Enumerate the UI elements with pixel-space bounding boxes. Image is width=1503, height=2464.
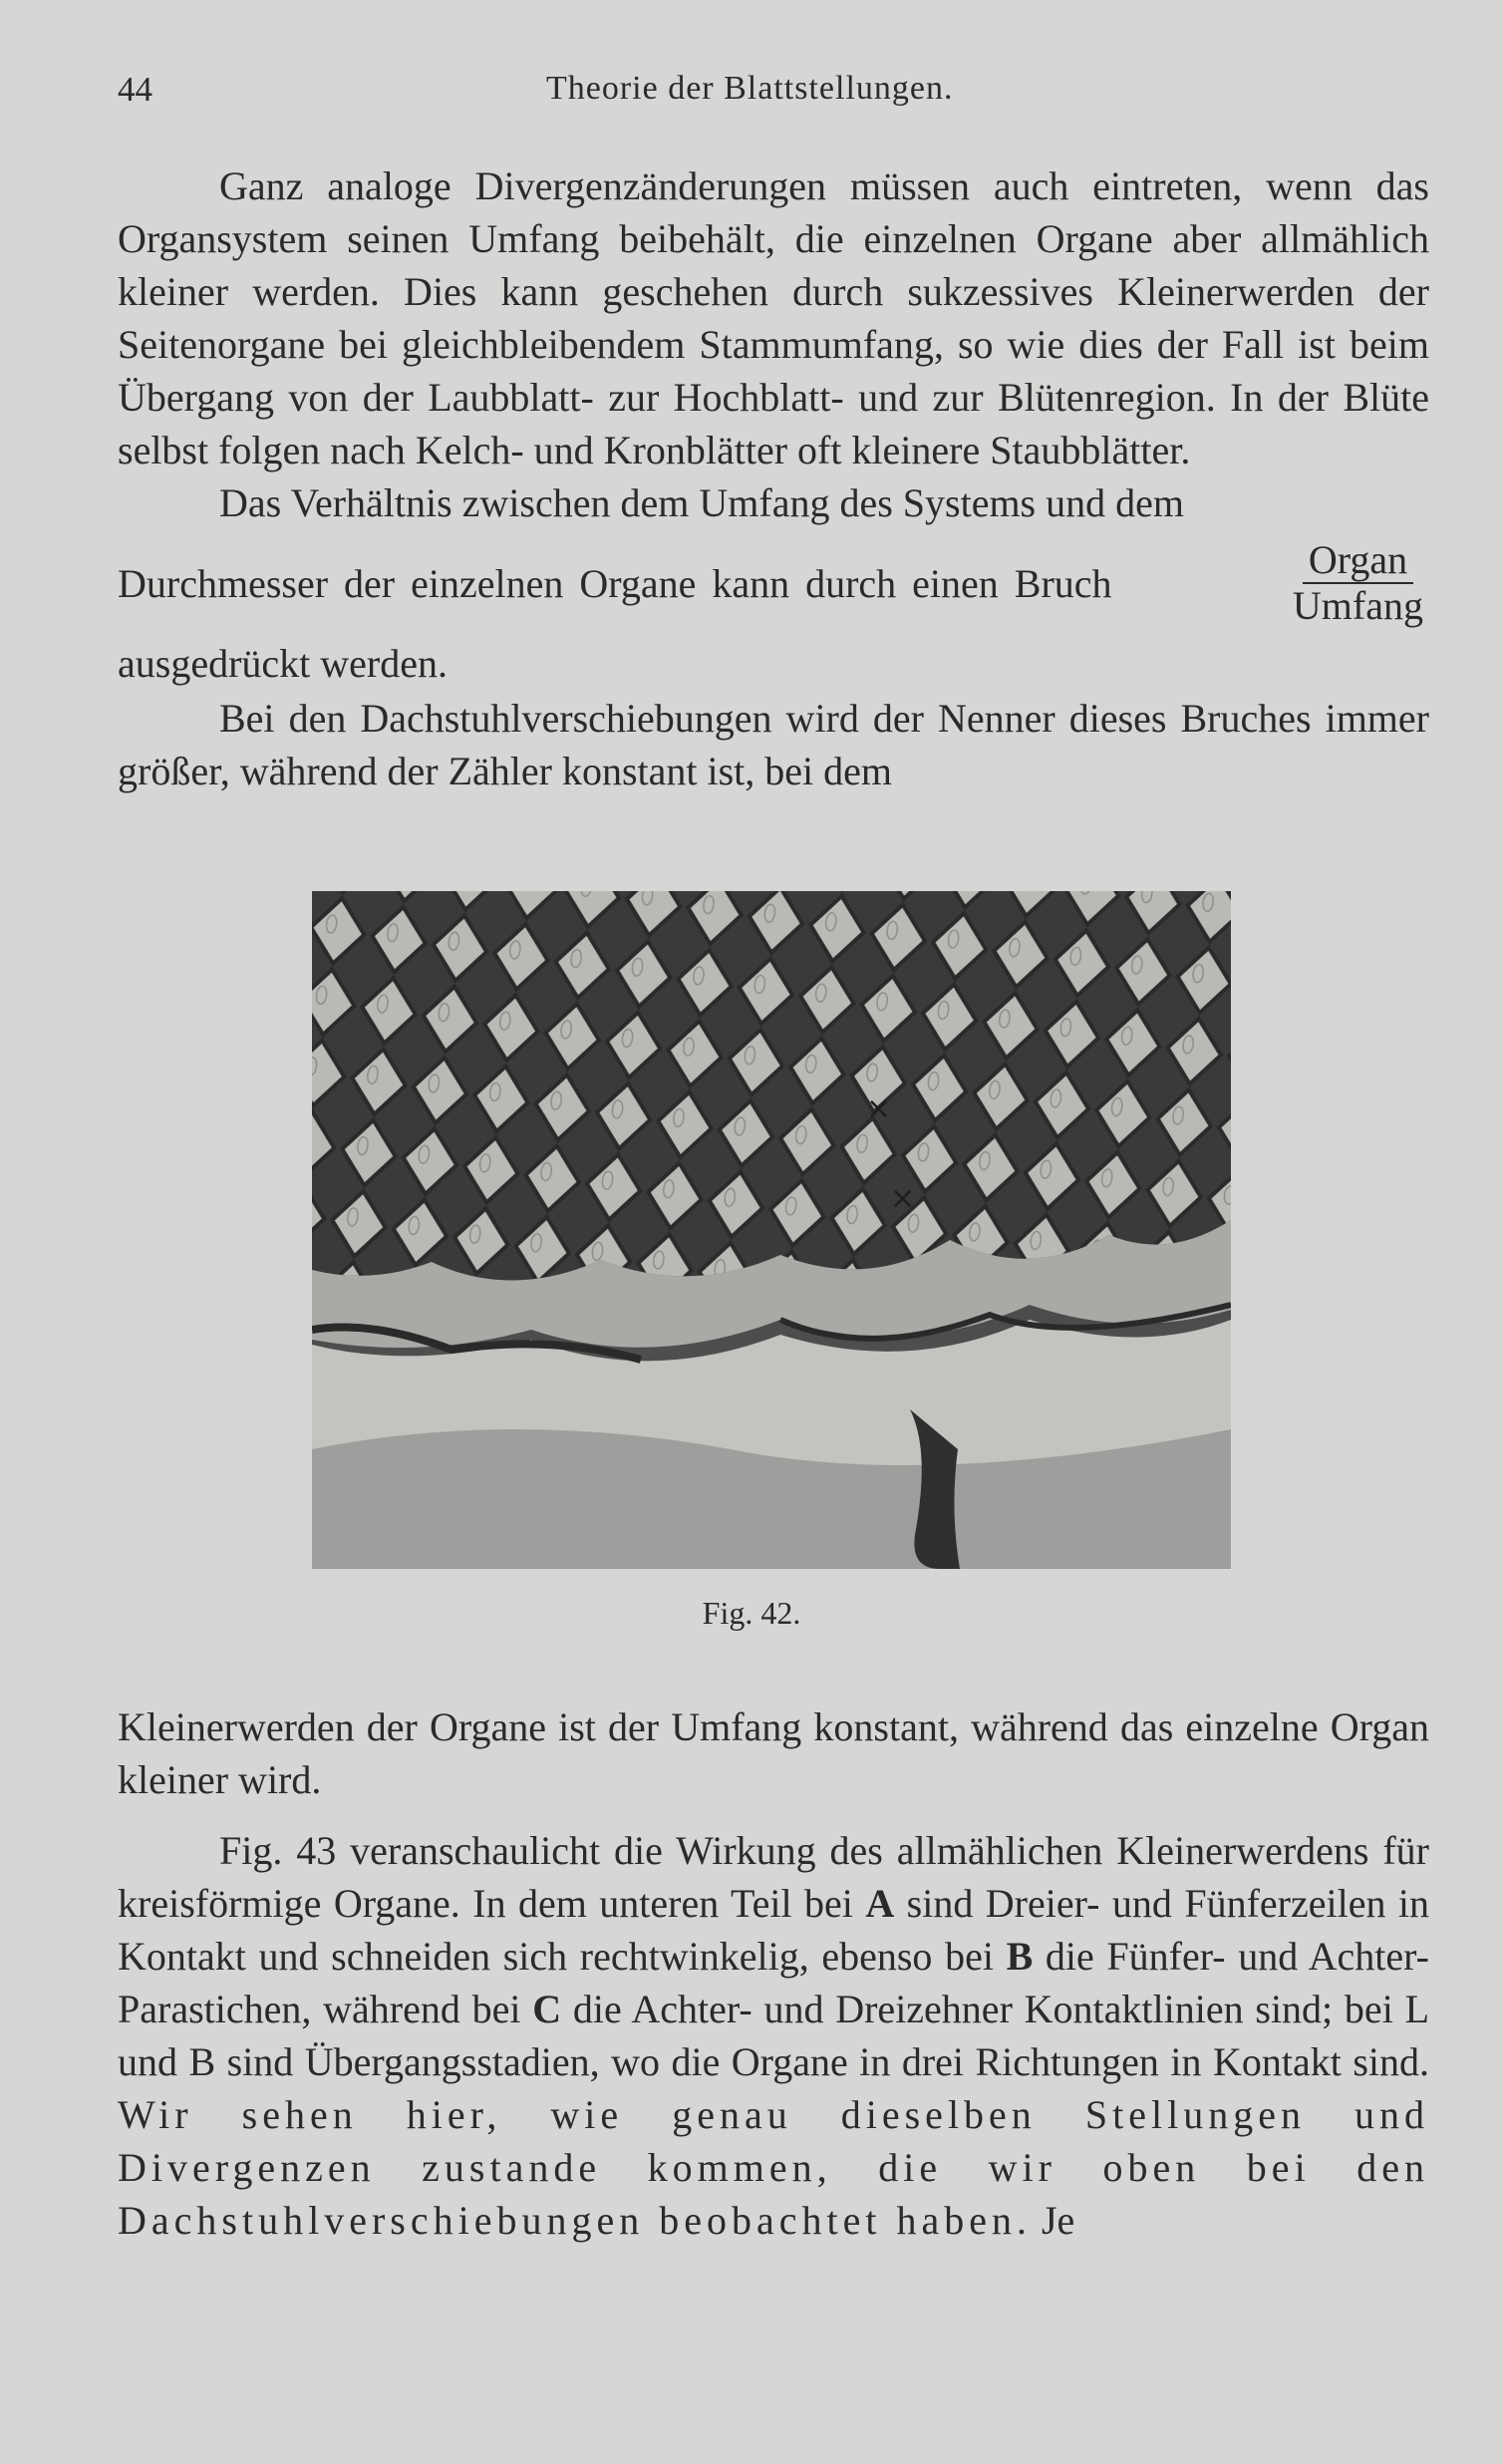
paragraph-4: Kleinerwerden der Organe ist der Umfang konstant, während das einzelne Organ kleiner wird. — [118, 1704, 1429, 1802]
fraction-line — [118, 529, 1429, 637]
label-C: C — [532, 1987, 562, 2031]
text-block-bottom — [118, 1700, 1429, 2247]
paragraph-2-end: ausgedrückt werden. — [118, 641, 448, 686]
label-B: B — [1006, 1934, 1034, 1979]
paragraph-5-part-d: die Achter- und Dreizehner Kontaktlinien sind; bei L und B sind Übergangsstadien, wo die Organe in drei Richtungen in Kontakt sind. — [118, 1987, 1429, 2084]
text-block-top — [118, 159, 1429, 797]
paragraph-1: Ganz analoge Divergenzänderungen müssen auch eintreten, wenn das Organsystem seinen Umfang beibehält, die einzelnen Organe aber allmählich kleiner werden. Dies kann geschehen durch sukzessives Kleinerwerden der Seitenorgane bei gleichbleibendem Stammumfang, so wie dies der Fall ist beim Übergang von der Laubblatt- zur Hochblatt- und zur Blütenregion. In der Blüte selbst folgen nach Kelch- und Kronblätter oft kleinere Staubblätter. — [118, 163, 1429, 472]
label-A: A — [865, 1881, 895, 1926]
paragraph-5-part-b: sind Dreier- und Fünferzeilen in Kontakt und schneiden sich rechtwinkelig, ebenso bei — [118, 1881, 1429, 1979]
paragraph-5-spaced-text: Wir sehen hier, wie genau dieselben Stellungen und Divergenzen zustande kommen, die wir oben bei den Dachstuhlverschiebungen beobachtet haben. — [118, 2092, 1429, 2243]
fraction-line-text: Durchmesser der einzelnen Organe kann durch einen Bruch — [118, 560, 1112, 606]
fraction-denominator: Umfang — [1292, 583, 1423, 628]
paragraph-5 — [118, 1824, 1429, 2247]
figure-mark-2: × — [890, 1181, 916, 1216]
paragraph-5-part-a: Fig. 43 veranschaulicht die Wirkung des allmählichen Kleinerwerdens für kreisförmige Organe. In dem unteren Teil bei — [118, 1828, 1429, 1926]
paragraph-2-line-1: Das Verhältnis zwischen dem Umfang des Systems und dem — [219, 480, 1184, 525]
fraction-numerator: Organ — [1303, 538, 1413, 584]
figure-mark-1: × — [866, 1091, 892, 1126]
figure-photo — [312, 891, 1231, 1569]
page-header — [118, 70, 1433, 120]
paragraph-3: Bei den Dachstuhlverschiebungen wird der Nenner dieses Bruches immer größer, während der Zähler konstant ist, bei dem — [118, 696, 1429, 793]
paragraph-5-end: Je — [1041, 2198, 1075, 2243]
running-title: Theorie der Blattstellungen. — [546, 70, 954, 107]
page-number: 44 — [118, 70, 152, 109]
scale-pattern-photo — [312, 891, 1231, 1569]
figure-caption: Fig. 42. — [702, 1595, 801, 1631]
paragraph-5-part-c: die Fünfer- und Achter-Parastichen, während bei — [118, 1934, 1430, 2031]
fraction — [1287, 538, 1429, 628]
